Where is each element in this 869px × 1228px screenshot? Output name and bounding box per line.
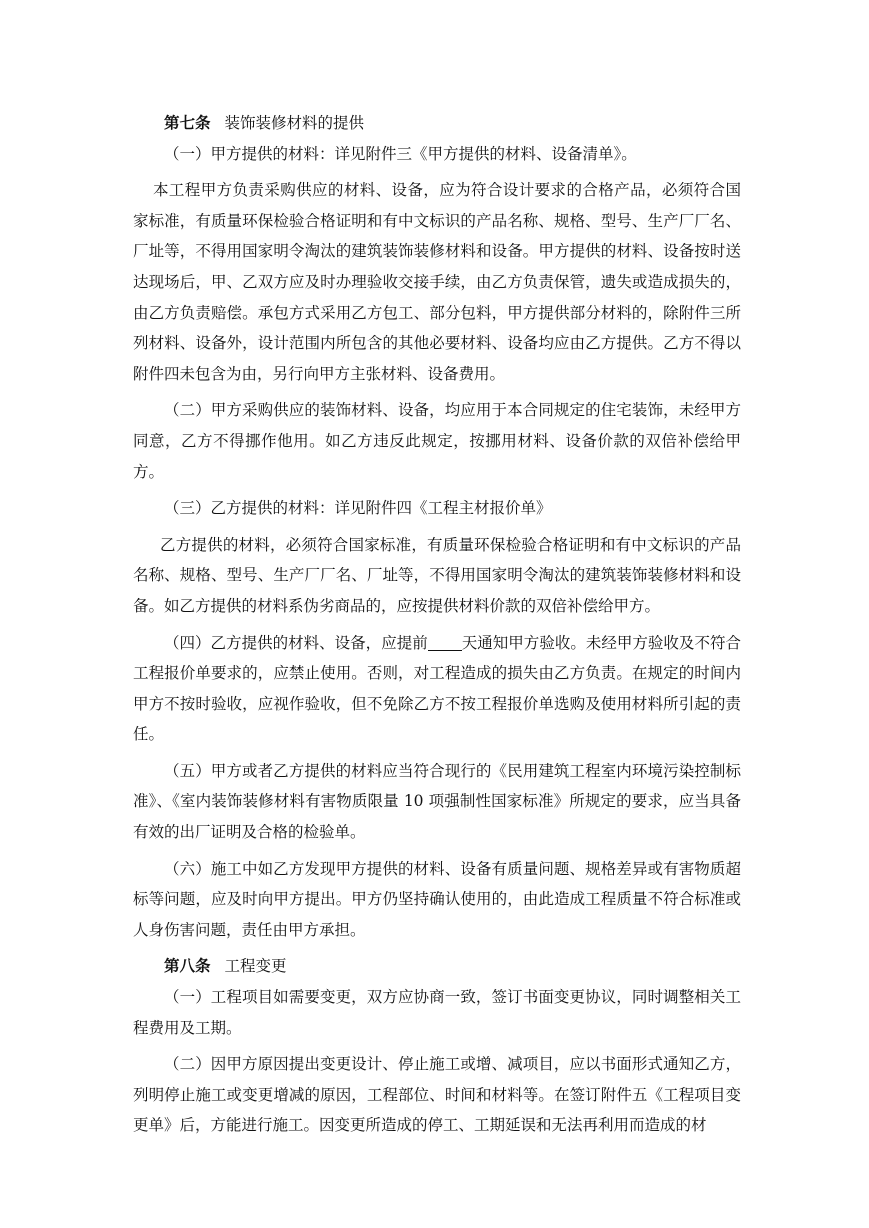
- article-8-number: 第八条: [164, 957, 211, 976]
- article-7-clause-3: （三）乙方提供的材料：详见附件四《工程主材报价单》: [164, 499, 552, 518]
- clause-4-text-before: （四）乙方提供的材料、设备，应提前: [164, 633, 428, 652]
- article-8-clause-1: （一）工程项目如需要变更，双方应协商一致，签订书面变更协议，同时调整相关工程费用及工期。: [133, 988, 741, 1037]
- document-body: [133, 108, 741, 1147]
- article-7-title: 装饰装修材料的提供: [224, 114, 365, 132]
- article-7-clause-5: （五）甲方或者乙方提供的材料应当符合现行的《民用建筑工程室内环境污染控制标准》、《室内装饰装修材料有害物质限量 10 项强制性国家标准》所规定的要求，应当具备有效的出厂证明及合格的检验单。: [133, 761, 741, 842]
- clause-4-text-after: 天通知甲方验收。未经甲方验收及不符合工程报价单要求的，应禁止使用。否则，对工程造成的损失由乙方负责。在规定的时间内甲方不按时验收，应视作验收，但不免除乙方不按工程报价单选购及使用材料所引起的责任。: [133, 633, 741, 744]
- article-7-heading: [133, 108, 741, 139]
- article-7-clause-1: （一）甲方提供的材料：详见附件三《甲方提供的材料、设备清单》。: [164, 144, 637, 163]
- article-7-paragraph-contractor-materials: 乙方提供的材料，必须符合国家标准，有质量环保检验合格证明和有中文标识的产品名称、规格、型号、生产厂厂名、厂址等，不得用国家明令淘汰的建筑装饰装修材料和设备。如乙方提供的材料系伪劣商品的，应按提供材料价款的双倍补偿给甲方。: [133, 535, 741, 615]
- days-blank-field: [428, 634, 462, 651]
- article-7-clause-2: （二）甲方采购供应的装饰材料、设备，均应用于本合同规定的住宅装饰，未经甲方同意，乙方不得挪作他用。如乙方违反此规定，按挪用材料、设备价款的双倍补偿给甲方。: [133, 401, 741, 481]
- article-8-title: 工程变更: [224, 957, 287, 976]
- article-8-clause-2: （二）因甲方原因提出变更设计、停止施工或增、减项目，应以书面形式通知乙方，列明停止施工或变更增减的原因，工程部位、时间和材料等。在签订附件五《工程项目变更单》后，方能进行施工。因变更所造成的停工、工期延误和无法再利用而造成的材: [133, 1055, 741, 1135]
- article-8-heading: [133, 951, 741, 982]
- article-7-clause-4: [133, 628, 741, 750]
- article-7-number: 第七条: [164, 114, 211, 132]
- article-7-paragraph-materials: 本工程甲方负责采购供应的材料、设备，应为符合设计要求的合格产品，必须符合国家标准，有质量环保检验合格证明和有中文标识的产品名称、规格、型号、生产厂厂名、厂址等，不得用国家明令淘汰的建筑装饰装修材料和设备。甲方提供的材料、设备按时送达现场后，甲、乙双方应及时办理验收交接手续，由乙方负责保管，遗失或造成损失的，由乙方负责赔偿。承包方式采用乙方包工、部分包料，甲方提供部分材料的，除附件三所列材料、设备外，设计范围内所包含的其他必要材料、设备均应由乙方提供。乙方不得以附件四未包含为由，另行向甲方主张材料、设备费用。: [133, 181, 741, 383]
- article-7-clause-6: （六）施工中如乙方发现甲方提供的材料、设备有质量问题、规格差异或有害物质超标等问题，应及时向甲方提出。甲方仍坚持确认使用的，由此造成工程质量不符合标准或人身伤害问题，责任由甲方承担。: [133, 859, 741, 939]
